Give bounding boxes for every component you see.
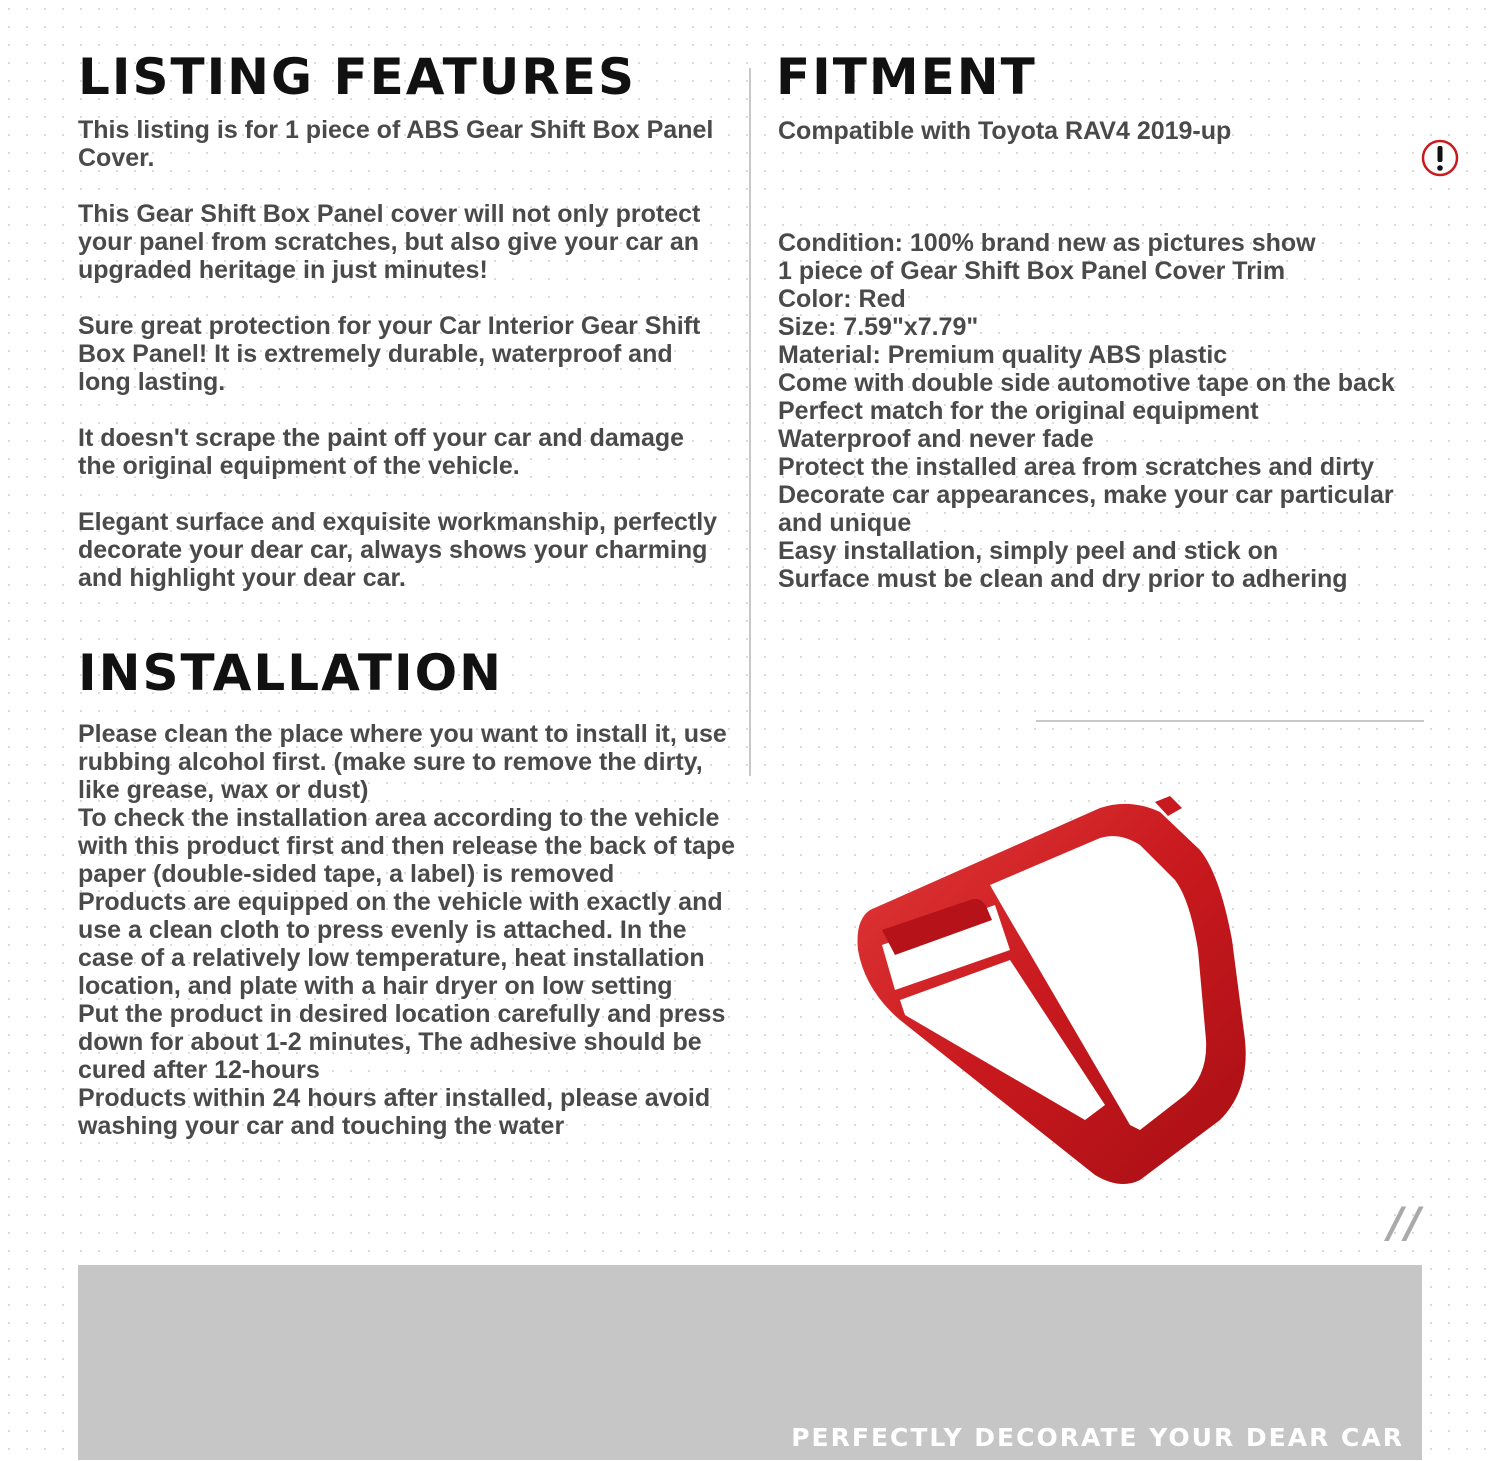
- fitment-compatibility: Compatible with Toyota RAV4 2019-up: [778, 117, 1232, 145]
- installation-step: Put the product in desired location carefully and press down for about 1-2 minutes, The adhesive should be cured after 12-hours: [78, 1000, 726, 1084]
- fitment-item: Condition: 100% brand new as pictures show: [778, 229, 1316, 257]
- fitment-item: Easy installation, simply peel and stick on: [778, 537, 1279, 565]
- installation-steps: [78, 720, 738, 1140]
- feature-paragraph: This listing is for 1 piece of ABS Gear Shift Box Panel Cover.: [78, 116, 714, 172]
- listing-features-title: LISTING FEATURES: [78, 48, 636, 106]
- fitment-item: 1 piece of Gear Shift Box Panel Cover Trim: [778, 257, 1286, 285]
- installation-title: INSTALLATION: [78, 644, 503, 702]
- double-slash-icon: //: [1388, 1198, 1423, 1247]
- fitment-item: Color: Red: [778, 285, 906, 313]
- fitment-item: Come with double side automotive tape on the back: [778, 369, 1395, 397]
- fitment-item: Perfect match for the original equipment: [778, 397, 1259, 425]
- column-divider: [749, 68, 751, 776]
- fitment-item: Surface must be clean and dry prior to adhering: [778, 565, 1348, 593]
- installation-step: Products are equipped on the vehicle with exactly and use a clean cloth to press evenly is attached. In the case of a relatively low temperature, heat installation location, and plate with a hair dryer on low setting: [78, 888, 723, 1000]
- section-divider: [1036, 720, 1424, 722]
- fitment-item: Size: 7.59"x7.79": [778, 313, 979, 341]
- listing-features-body: [78, 116, 728, 592]
- exclamation-circle-icon: [1420, 138, 1460, 178]
- fitment-item: Decorate car appearances, make your car particular and unique: [778, 481, 1394, 537]
- fitment-item: Protect the installed area from scratches and dirty: [778, 453, 1375, 481]
- feature-paragraph: This Gear Shift Box Panel cover will not only protect your panel from scratches, but also give your car an upgraded heritage in just minutes!: [78, 200, 701, 284]
- installation-step: Please clean the place where you want to install it, use rubbing alcohol first. (make sure to remove the dirty, like grease, wax or dust): [78, 720, 727, 804]
- feature-paragraph: Elegant surface and exquisite workmanship, perfectly decorate your dear car, always shows your charming and highlight your dear car.: [78, 508, 718, 592]
- banner-text: PERFECTLY DECORATE YOUR DEAR CAR: [791, 1423, 1404, 1452]
- fitment-list: [778, 229, 1458, 593]
- feature-paragraph: Sure great protection for your Car Interior Gear Shift Box Panel! It is extremely durable, waterproof and long lasting.: [78, 312, 701, 396]
- feature-paragraph: It doesn't scrape the paint off your car and damage the original equipment of the vehicle.: [78, 424, 685, 480]
- product-image: [840, 790, 1260, 1190]
- installation-step: To check the installation area according to the vehicle with this product first and then release the back of tape paper (double-sided tape, a label) is removed: [78, 804, 736, 888]
- footer-banner: [78, 1265, 1422, 1460]
- fitment-title: FITMENT: [776, 48, 1037, 106]
- installation-step: Products within 24 hours after installed, please avoid washing your car and touching the water: [78, 1084, 711, 1140]
- fitment-item: Material: Premium quality ABS plastic: [778, 341, 1228, 369]
- fitment-item: Waterproof and never fade: [778, 425, 1094, 453]
